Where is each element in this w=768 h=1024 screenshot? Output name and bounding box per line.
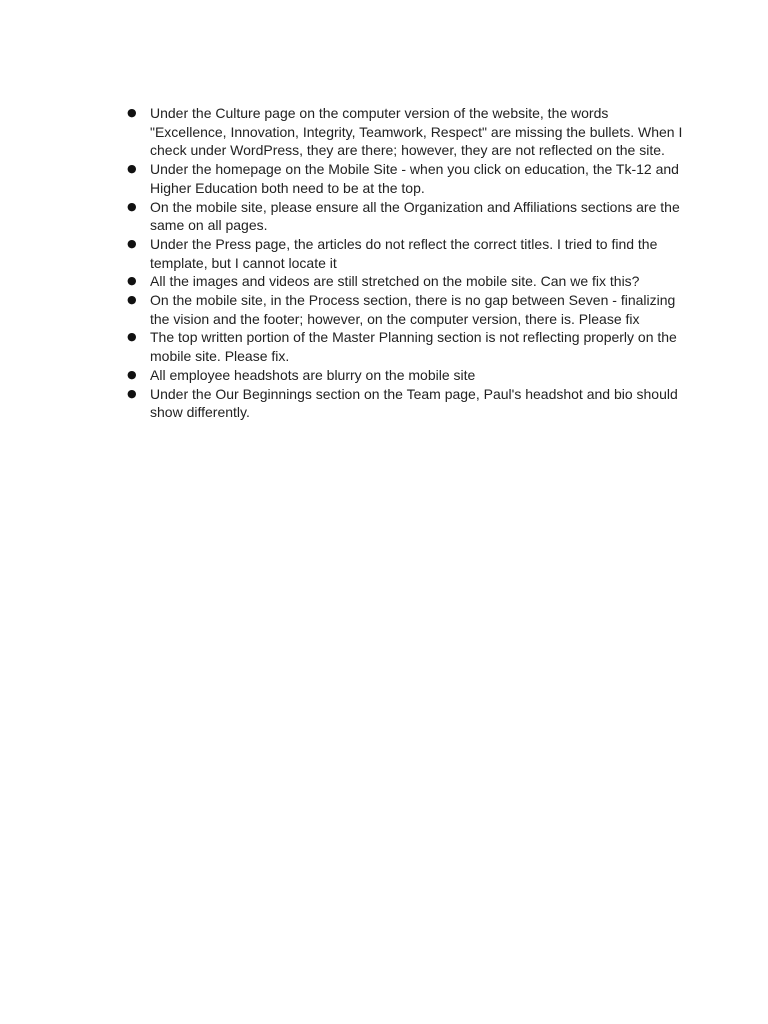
list-item-text: All employee headshots are blurry on the mobile site xyxy=(150,366,476,383)
list-item-text: Under the Culture page on the computer version of the website, the words "Excellence, Innovation, Integrity, Teamwork, Respect" are missing the bullets. When I check under WordPress, they are there; however, they are not reflected on the site. xyxy=(150,105,683,159)
bullet-icon: ● xyxy=(127,293,137,307)
list-item-text: Under the Our Beginnings section on the Team page, Paul's headshot and bio should show differently. xyxy=(150,385,678,421)
list-item-text: Under the Press page, the articles do not reflect the correct titles. I tried to find the template, but I cannot locate it xyxy=(150,235,658,271)
list-item xyxy=(124,366,684,385)
list-item-text: On the mobile site, in the Process section, there is no gap between Seven - finalizing the vision and the footer; however, on the computer version, there is. Please fix xyxy=(150,292,676,327)
bullet-icon: ● xyxy=(127,106,137,119)
list-item xyxy=(124,198,684,235)
list-item xyxy=(124,328,684,365)
list-item-text: The top written portion of the Master Planning section is not reflecting properly on the mobile site. Please fix. xyxy=(150,329,677,365)
bullet-icon: ● xyxy=(127,199,137,213)
bullet-icon: ● xyxy=(127,162,137,176)
list-item xyxy=(124,291,684,328)
list-item xyxy=(124,385,684,422)
list-item xyxy=(124,272,684,291)
list-item-text: On the mobile site, please ensure all the Organization and Affiliations sections are the same on all pages. xyxy=(150,198,680,234)
list-item xyxy=(124,235,684,272)
bullet-icon: ● xyxy=(127,367,137,381)
bullet-icon: ● xyxy=(127,386,137,400)
list-item xyxy=(124,160,684,197)
list-item-text: Under the homepage on the Mobile Site - when you click on education, the Tk-12 and Higher Education both need to be at the top. xyxy=(150,161,679,196)
list-item xyxy=(124,104,684,160)
bullet-icon: ● xyxy=(127,236,137,250)
bullet-icon: ● xyxy=(127,274,137,288)
list-item-text: All the images and videos are still stretched on the mobile site. Can we fix this? xyxy=(150,273,640,290)
bullet-icon: ● xyxy=(127,330,137,344)
bullet-list xyxy=(124,104,684,422)
